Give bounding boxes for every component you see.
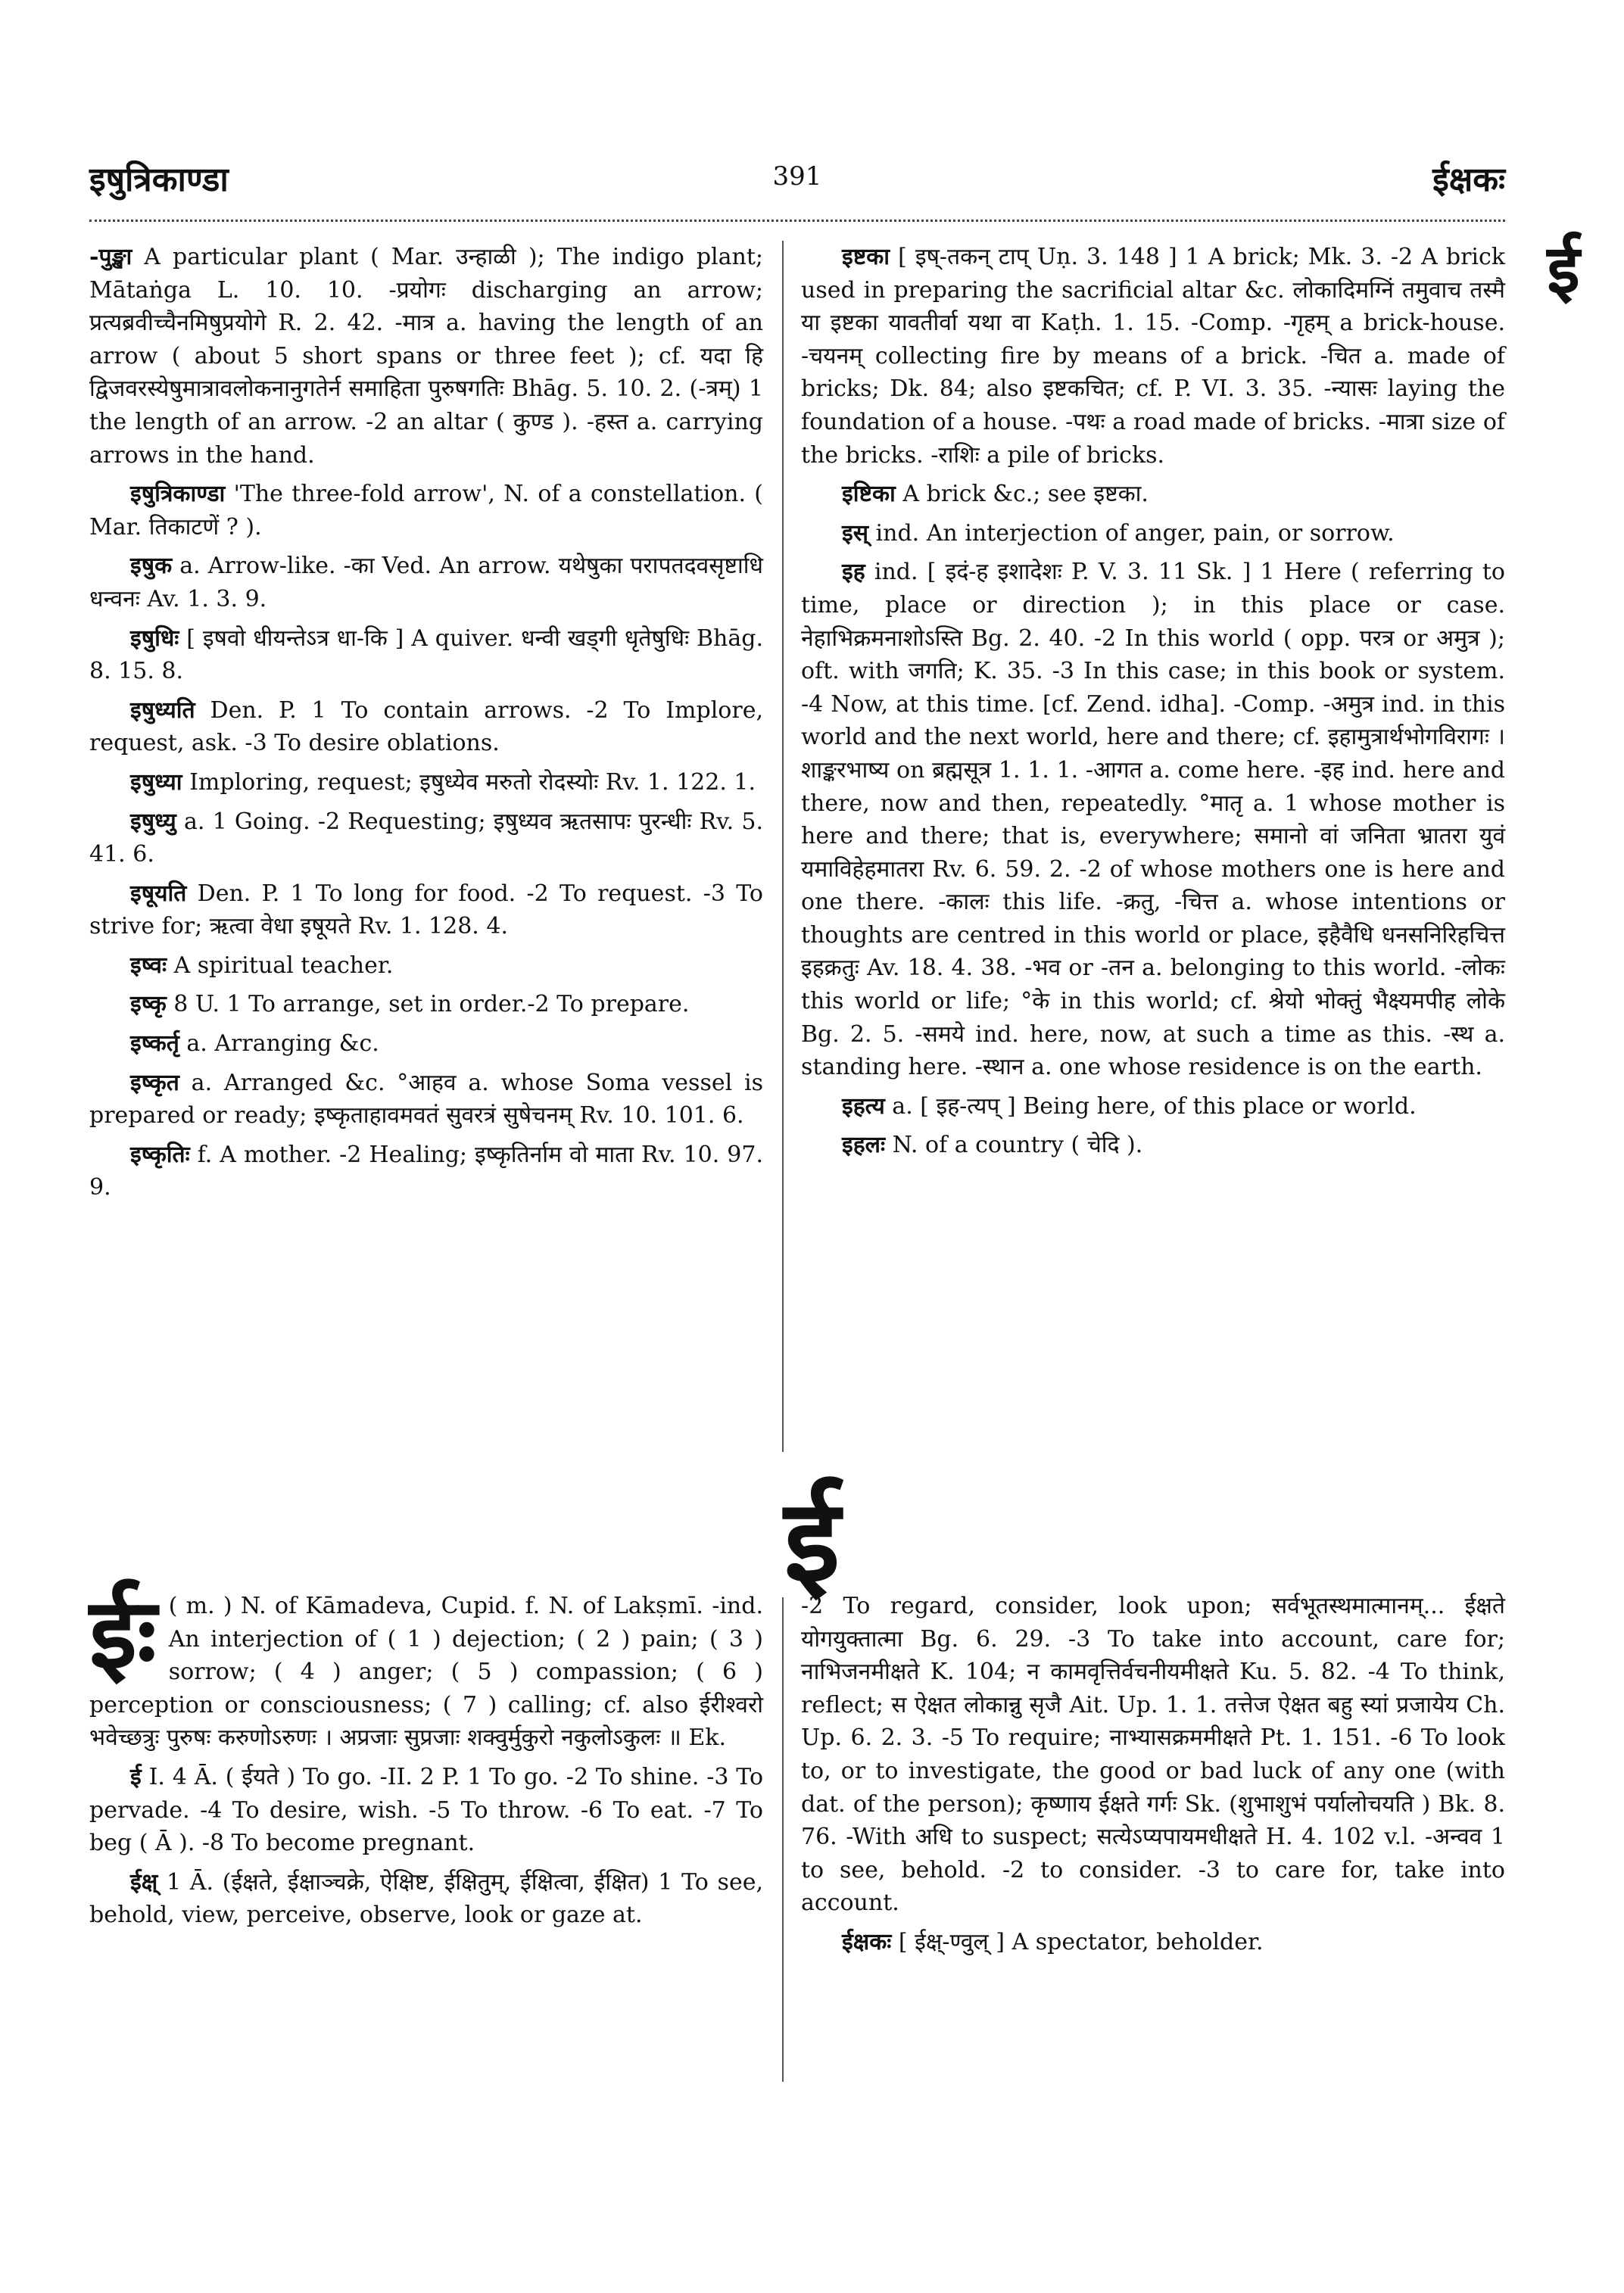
column-bottom-right — [801, 1590, 1505, 1965]
entry-definition: Imploring, request; इषुध्येव मरुतो रोदस्योः Rv. 1. 122. 1. — [182, 768, 756, 796]
entry-definition: -2 To regard, consider, look upon; सर्वभूतस्थमात्मानम्... ईक्षते योगयुक्तात्मा Bg. 6. 29. -3 To take into account, care for; नाभिजनमीक्षते K. 104; न कामवृत्तिर्वचनीयमीक्षते Ku. 5. 82. -4 To think, reflect; स ऐक्षत लोकान्नु सृजै Ait. Up. 1. 1. तत्तेज ऐक्षत बहु स्यां प्रजायेय Ch. Up. 6. 2. 3. -5 To require; नाभ्यासक्रममीक्षते Pt. 1. 151. -6 To look to, or to investigate, the good or bad luck of any one (with dat. of the person); कृष्णाय ईक्षते गर्गः Sk. (शुभाशुभं पर्यालोचयति ) Bk. 8. 76. -With अधि to suspect; सत्येऽप्यपायमधीक्षते H. 4. 102 v.l. -अन्वव 1 to see, behold. -2 to consider. -3 to care for, take into account. — [801, 1593, 1505, 1917]
page-header — [89, 155, 1505, 208]
dictionary-entry — [801, 517, 1505, 550]
entry-definition: [ ईक्ष्-ण्वुल् ] A spectator, beholder. — [891, 1928, 1264, 1955]
entry-definition: Den. P. 1 To long for food. -2 To request. -3 To strive for; ऋत्वा वेधा इषूयते Rv. 1. 128. 4. — [89, 880, 763, 940]
dictionary-entry — [89, 877, 763, 943]
dictionary-entry — [801, 241, 1505, 472]
entry-definition: [ इष्-तकन् टाप् Uṇ. 3. 148 ] 1 A brick; Mk. 3. -2 A brick used in preparing the sacrificial altar &c. लोकादिमग्निं तमुवाच तस्मै या इष्टका यावतीर्वा यथा वा Kaṭh. 1. 15. -Comp. -गृहम् a brick-house. -चयनम् collecting fire by means of a brick. -चित a. made of bricks; Dk. 84; also इष्टकचित; cf. P. VI. 3. 35. -न्यासः laying the foundation of a house. -पथः a road made of bricks. -मात्रा size of the bricks. -राशिः a pile of bricks. — [801, 244, 1505, 469]
dictionary-entry — [89, 949, 763, 983]
column-top-left — [89, 241, 763, 1210]
entry-definition: ind. [ इदं-ह इशादेशः P. V. 3. 11 Sk. ] 1 Here ( referring to time, place or direction ); in this place or case. नेहाभिक्रमनाशोऽस्ति Bg. 2. 40. -2 In this world ( opp. परत्र or अमुत्र ); oft. with जगति; K. 35. -3 In this case; in this book or system. -4 Now, at this time. [cf. Zend. idha]. -Comp. -अमुत्र ind. in this world and the next world, here and there; cf. इहामुत्रार्थभोगविरागः । शाङ्करभाष्य on ब्रह्मसूत्र 1. 1. 1. -आगत a. come here. -इह ind. here and there, now and then, repeatedly. °मातृ a. 1 whose mother is here and there; that is, everywhere; समानो वां जनिता भ्रातरा युवं यमाविहेहमातरा Rv. 6. 59. 2. -2 of whose mothers one is here and one there. -कालः this life. -क्रतु, -चित्त a. whose intentions or thoughts are centred in this world or place, इहैवैधि धनसनिरिहचित्त इहक्रतुः Av. 18. 4. 38. -भव or -तन a. belonging to this world. -लोकः this world or life; °के in this world; cf. श्रेयो भोक्तुं भैक्ष्यमपीह लोके Bg. 2. 5. -समये ind. here, now, at such a time as this. -स्थ a. standing here. -स्थान a. one whose residence is on the earth. — [801, 559, 1505, 1081]
column-top-right — [801, 241, 1505, 1168]
entry-headword: इषुत्रिकाण्डा — [130, 481, 226, 508]
section-letter-heading: ई — [784, 1474, 840, 1607]
thumb-index-tab: ई — [1547, 229, 1580, 308]
entry-definition: a. 1 Going. -2 Requesting; इषुध्यव ऋतसापः पुरन्धीः Rv. 5. 41. 6. — [89, 808, 763, 868]
entry-headword: इषूयति — [130, 880, 187, 907]
dictionary-entry — [89, 1866, 763, 1932]
entry-definition: ( m. ) N. of Kāmadeva, Cupid. f. N. of Lakṣmī. -ind. An interjection of ( 1 ) dejection; ( 2 ) pain; ( 3 ) sorrow; ( 4 ) anger; ( 5 ) compassion; ( 6 ) perception or consciousness; ( 7 ) calling; cf. also ईरीश्वरो भवेच्छत्रुः पुरुषः करुणोऽरुणः । अप्रजाः सुप्रजाः शक्वुर्मुकुरो नकुलोऽकुलः ॥ Ek. — [89, 1593, 763, 1752]
entry-definition: N. of a country ( चेदि ). — [885, 1132, 1143, 1159]
dictionary-entry — [89, 988, 763, 1021]
dictionary-entry — [801, 1129, 1505, 1162]
entry-headword: -पुङ्खा — [89, 244, 132, 270]
dictionary-entry — [89, 241, 763, 472]
entry-definition: f. A mother. -2 Healing; इष्कृतिर्नाम वो माता Rv. 10. 97. 9. — [89, 1141, 763, 1201]
entry-definition: 'The three-fold arrow', N. of a constellation. ( Mar. तिकाटणें ? ). — [89, 481, 763, 541]
entry-definition: Den. P. 1 To contain arrows. -2 To Implore, request, ask. -3 To desire oblations. — [89, 696, 763, 757]
dictionary-entry — [89, 550, 763, 615]
entry-definition: I. 4 Ā. ( ईयते ) To go. -II. 2 P. 1 To go. -2 To shine. -3 To pervade. -4 To desire, wish. -5 To throw. -6 To eat. -7 To beg ( Ā ). -8 To become pregnant. — [89, 1763, 763, 1857]
dictionary-entry-continued — [801, 1590, 1505, 1920]
entry-definition: ind. An interjection of anger, pain, or sorrow. — [868, 519, 1395, 547]
entry-headword: इहत्य — [842, 1092, 885, 1120]
dictionary-entry — [89, 1577, 763, 1755]
entry-headword-initial: ईः — [89, 1577, 157, 1690]
column-bottom-left — [89, 1577, 763, 1938]
entry-headword: इष्वः — [130, 952, 167, 979]
dictionary-entry — [89, 1139, 763, 1204]
entry-definition: 8 U. 1 To arrange, set in order.-2 To prepare. — [166, 991, 690, 1018]
dictionary-entry — [801, 478, 1505, 511]
dictionary-entry — [89, 694, 763, 760]
entry-headword: इष्कृ — [130, 991, 167, 1018]
entry-headword: इषुक — [130, 553, 173, 580]
entry-definition: a. Arrow-like. -का Ved. An arrow. यथेषुका परापतदवसृष्टाधि धन्वनः Av. 1. 3. 9. — [89, 553, 763, 612]
dictionary-entry — [801, 1090, 1505, 1123]
running-head-left: इषुत्रिकाण्डा — [89, 160, 229, 199]
entry-headword: इष्कर्तृ — [130, 1030, 179, 1058]
entry-definition: [ इषवो धीयन्तेऽत्र धा-कि ] A quiver. धन्वी खड्गी धृतेषुधिः Bhāg. 8. 15. 8. — [89, 625, 763, 685]
entry-definition: a. [ इह-त्यप् ] Being here, of this place or world. — [884, 1092, 1417, 1120]
entry-headword: इष्कृत — [130, 1069, 179, 1096]
entry-headword: इषुधिः — [130, 625, 179, 652]
dictionary-entry — [89, 478, 763, 544]
entry-definition: a. Arranged &c. °आहव a. whose Soma vessel is prepared or ready; इष्कृताहावमवतं सुवरत्रं सुषेचनम् Rv. 10. 101. 6. — [89, 1069, 763, 1129]
entry-definition: a. Arranging &c. — [179, 1030, 379, 1058]
dictionary-entry — [89, 805, 763, 871]
entry-headword: इष्कृतिः — [130, 1141, 190, 1168]
entry-definition: A particular plant ( Mar. उन्हाळी ); The indigo plant; Mātaṅga L. 10. 10. -प्रयोगः discharging an arrow; प्रत्यब्रवीच्चैनमिषुप्रयोगे R. 2. 42. -मात्र a. having the length of an arrow ( about 5 short spans or three feet ); cf. यदा हि द्विजवरस्येषुमात्रावलोकनानुगतेर्न समाहिता पुरुषगतिः Bhāg. 5. 10. 2. (-त्रम्) 1 the length of an arrow. -2 an altar ( कुण्ड ). -हस्त a. carrying arrows in the hand. — [89, 244, 763, 469]
header-rule — [89, 220, 1505, 222]
dictionary-entry — [89, 1027, 763, 1061]
entry-definition: 1 Ā. (ईक्षते, ईक्षाञ्चक्रे, ऐक्षिष्ट, ईक्षितुम्, ईक्षित्वा, ईक्षित) 1 To see, behold, view, perceive, observe, look or gaze at. — [89, 1868, 763, 1929]
entry-headword: इष्टका — [842, 244, 890, 270]
entry-headword: ईक्ष् — [130, 1868, 158, 1896]
entry-headword: इषुध्यति — [130, 696, 195, 724]
dictionary-entry — [89, 1761, 763, 1860]
entry-headword: इष्टिका — [842, 481, 896, 508]
entry-definition: A spiritual teacher. — [167, 952, 394, 979]
entry-headword: इह — [842, 559, 865, 586]
dictionary-entry — [89, 622, 763, 688]
dictionary-entry — [801, 1926, 1505, 1959]
page-number: 391 — [772, 161, 822, 192]
dictionary-entry — [801, 556, 1505, 1084]
column-divider — [782, 1597, 784, 2082]
dictionary-entry — [89, 1067, 763, 1132]
entry-headword: इहलः — [842, 1132, 886, 1159]
entry-definition: A brick &c.; see इष्टका. — [895, 481, 1149, 508]
entry-headword: इषुध्या — [130, 768, 182, 796]
dictionary-entry — [89, 766, 763, 799]
entry-headword: इस् — [842, 519, 869, 547]
entry-headword: ईक्षकः — [842, 1928, 892, 1955]
entry-headword: ई — [130, 1763, 142, 1790]
column-divider — [782, 241, 784, 1452]
running-head-right: ईक्षकः — [1432, 160, 1505, 199]
entry-headword: इषुध्यु — [130, 808, 176, 835]
